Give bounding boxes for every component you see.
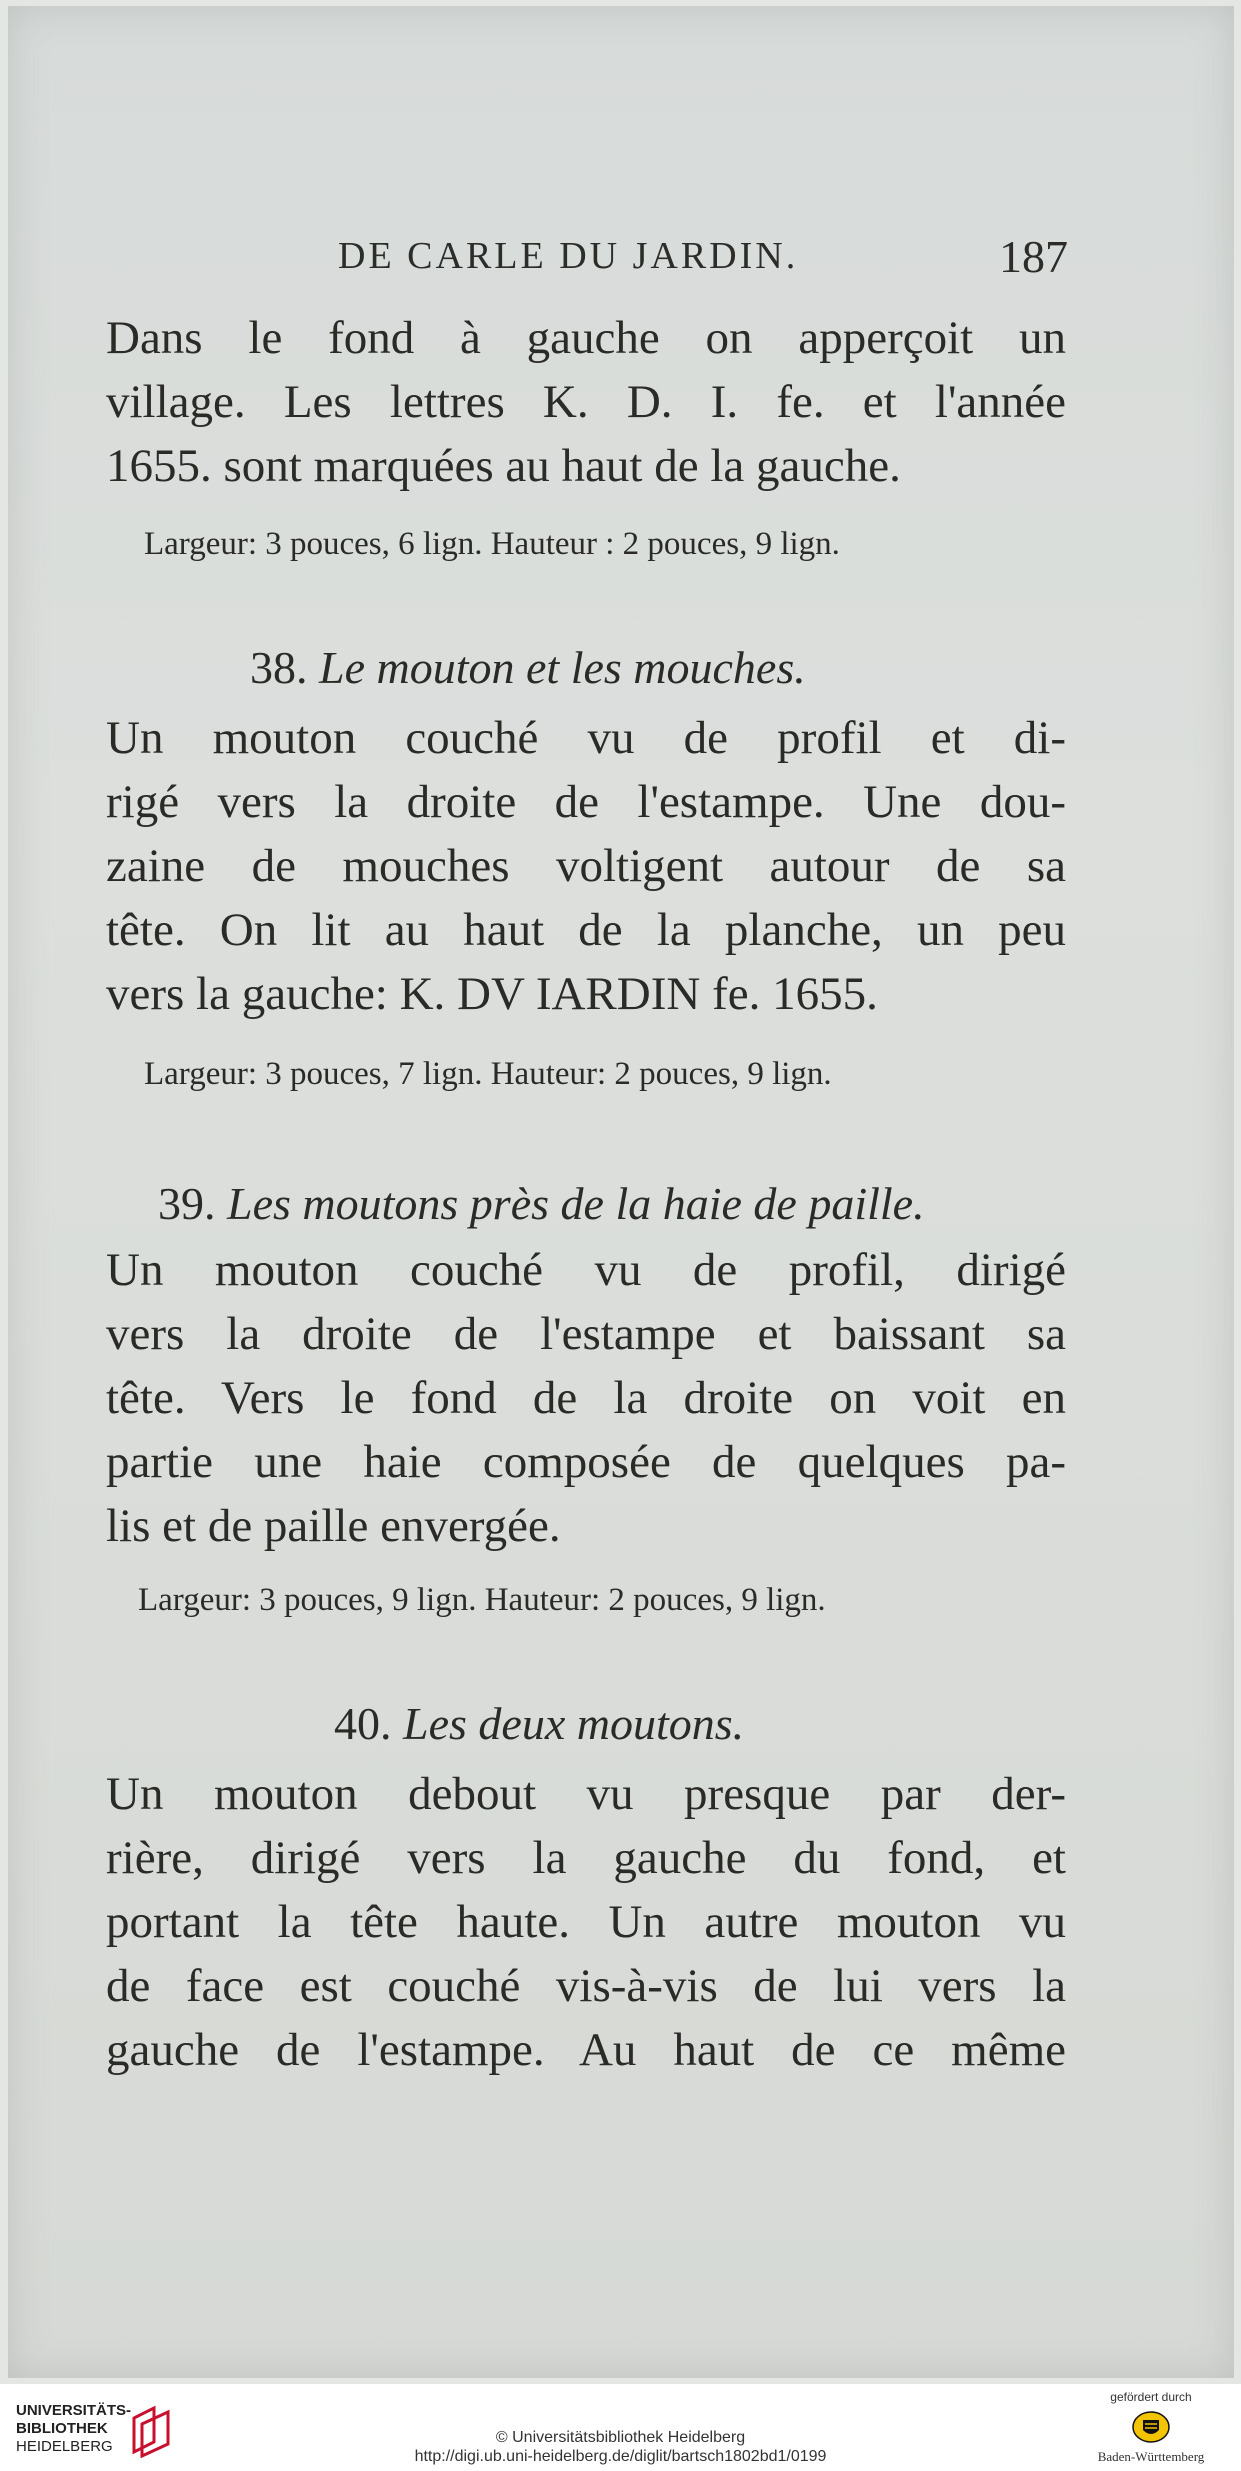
text-line: Un mouton couché vu de profil, dirigé <box>106 1244 1066 1296</box>
text-line: Dans le fond à gauche on apperçoit un <box>106 312 1066 364</box>
text-line: vers la droite de l'estampe et baissant sa <box>106 1308 1066 1360</box>
sponsor-block[interactable] <box>1081 2390 1221 2465</box>
text-line: rigé vers la droite de l'estampe. Une dou- <box>106 776 1066 828</box>
logo-line: BIBLIOTHEK <box>16 2420 108 2437</box>
scanned-page <box>8 6 1234 2378</box>
text-line: zaine de mouches voltigent autour de sa <box>106 840 1066 892</box>
entry-number: 39. <box>158 1178 216 1229</box>
state-seal-icon <box>1131 2410 1171 2444</box>
running-title: DE CARLE DU JARDIN. <box>338 235 799 277</box>
entry-title: Le mouton et les mouches. <box>319 642 806 693</box>
logo-line: HEIDELBERG <box>16 2438 113 2455</box>
entry-title: Les deux moutons. <box>403 1698 745 1749</box>
entry-paragraph <box>106 706 1066 1026</box>
viewer-footer <box>0 2384 1241 2471</box>
text-line: rière, dirigé vers la gauche du fond, et <box>106 1832 1066 1884</box>
text-line: tête. Vers le fond de la droite on voit en <box>106 1372 1066 1424</box>
permalink-url[interactable]: http://digi.ub.uni-heidelberg.de/diglit/bartsch1802bd1/0199 <box>414 2448 827 2465</box>
entry-heading <box>158 1174 1118 1234</box>
text-line: village. Les lettres K. D. I. fe. et l'année <box>106 376 1066 428</box>
page-number: 187 <box>999 231 1068 282</box>
logo-line: UNIVERSITÄTS- <box>16 2402 132 2419</box>
page-header <box>338 231 1068 294</box>
sponsor-label: gefördert durch <box>1110 2390 1192 2404</box>
entry-number: 40. <box>334 1698 392 1749</box>
text-line: gauche de l'estampe. Au haut de ce même <box>106 2024 1066 2076</box>
dimensions-line: Largeur: 3 pouces, 9 lign. Hauteur: 2 pouces, 9 lign. <box>138 1582 826 1618</box>
text-line: lis et de paille envergée. <box>106 1500 561 1552</box>
entry-paragraph <box>106 1762 1066 2082</box>
text-line: Un mouton debout vu presque par der- <box>106 1768 1066 1820</box>
sponsor-name: Baden-Württemberg <box>1097 2449 1205 2464</box>
copyright-block <box>0 2428 1241 2466</box>
text-line: Un mouton couché vu de profil et di- <box>106 712 1066 764</box>
dimensions-line: Largeur: 3 pouces, 6 lign. Hauteur : 2 pouces, 9 lign. <box>144 526 840 562</box>
copyright-text: © Universitätsbibliothek Heidelberg <box>495 2429 746 2446</box>
entry-paragraph <box>106 1238 1066 1558</box>
dimensions-line: Largeur: 3 pouces, 7 lign. Hauteur: 2 pouces, 9 lign. <box>144 1056 832 1092</box>
text-line: vers la gauche: K. DV IARDIN fe. 1655. <box>106 968 878 1020</box>
entry-heading <box>250 638 1210 698</box>
entry-title: Les moutons près de la haie de paille. <box>227 1178 925 1229</box>
text-line: tête. On lit au haut de la planche, un peu <box>106 904 1066 956</box>
text-line: portant la tête haute. Un autre mouton vu <box>106 1896 1066 1948</box>
text-line: 1655. sont marquées au haut de la gauche. <box>106 440 901 492</box>
continuation-paragraph <box>106 306 1066 498</box>
text-line: de face est couché vis-à-vis de lui vers la <box>106 1960 1066 2012</box>
entry-heading <box>334 1694 1241 1754</box>
text-line: partie une haie composée de quelques pa- <box>106 1436 1066 1488</box>
entry-number: 38. <box>250 642 308 693</box>
